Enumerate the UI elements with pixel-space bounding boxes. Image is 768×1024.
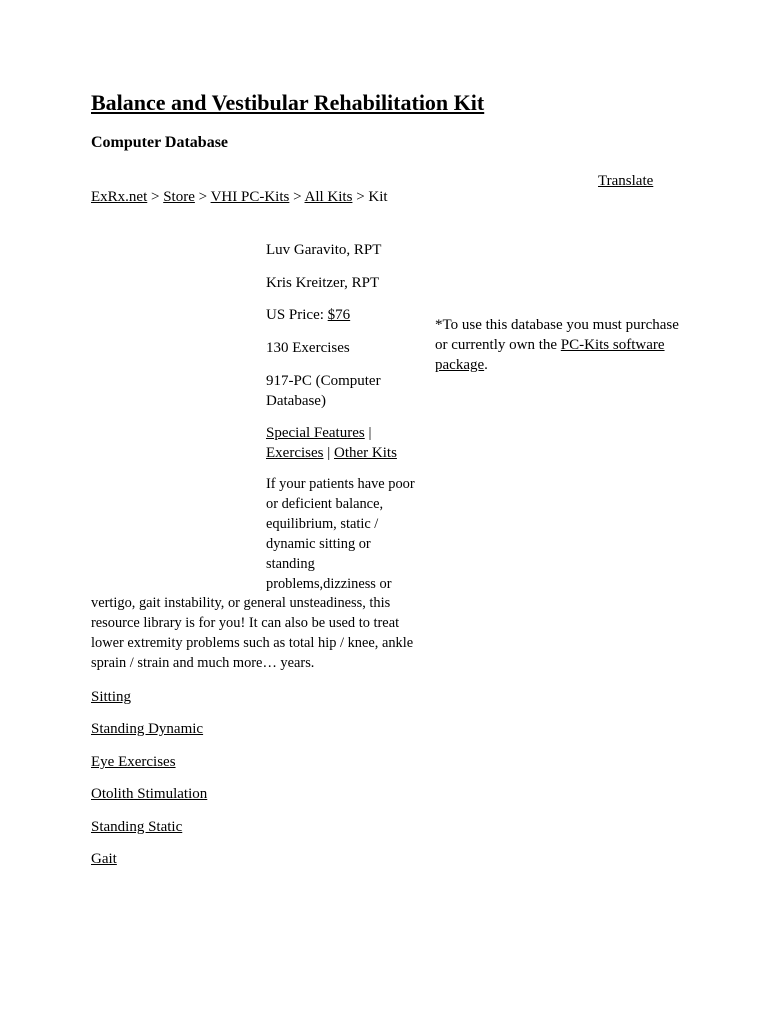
author-2: Kris Kreitzer, RPT (266, 275, 380, 291)
price-label: US Price: (266, 307, 328, 323)
page-subtitle: Computer Database (91, 134, 229, 151)
description-block (91, 475, 421, 674)
breadcrumb-separator: > (289, 189, 305, 205)
special-features-link[interactable]: Special Features (266, 425, 365, 441)
kit-links (266, 423, 416, 463)
breadcrumb-current: Kit (368, 189, 388, 205)
link-separator: | (364, 425, 372, 441)
category-link-standing-dynamic[interactable]: Standing Dynamic (91, 721, 204, 737)
breadcrumb-link-store[interactable]: Store (163, 189, 195, 205)
image-placeholder (91, 475, 266, 575)
link-separator: | (323, 445, 334, 461)
note-text-end: . (484, 357, 488, 373)
author-1: Luv Garavito, RPT (266, 242, 382, 258)
description-text: If your patients have poor or deficient balance, equilibrium, static / dynamic sitting or standing problems,dizziness or vertigo, gait instability, or general unsteadiness, this resource library is for you! It can also be used to treat lower extremity problems such as total hip / knee, ankle sprain / strain and much more… years. (91, 476, 415, 672)
purchase-note (435, 315, 685, 375)
category-link-standing-static[interactable]: Standing Static (91, 819, 183, 835)
pc-kits-software-link[interactable]: PC-Kits software package (435, 337, 665, 373)
breadcrumb-separator: > (147, 189, 164, 205)
category-link-gait[interactable]: Gait (91, 851, 117, 867)
category-link-sitting[interactable]: Sitting (91, 689, 132, 705)
translate-link[interactable]: Translate (598, 173, 654, 189)
product-code: 917-PC (Computer Database) (266, 373, 381, 409)
breadcrumb-link-all-kits[interactable]: All Kits (304, 189, 353, 205)
price-link[interactable]: $76 (327, 307, 351, 323)
breadcrumb-link-vhi-pc-kits[interactable]: VHI PC-Kits (210, 189, 290, 205)
breadcrumb-link-exrx[interactable]: ExRx.net (91, 189, 148, 205)
price-line (266, 305, 426, 325)
other-kits-link[interactable]: Other Kits (334, 445, 397, 461)
breadcrumb-separator: > (352, 189, 369, 205)
breadcrumb-separator: > (194, 189, 211, 205)
page-title: Balance and Vestibular Rehabilitation Kit (91, 90, 485, 115)
breadcrumb (91, 187, 388, 207)
exercise-count: 130 Exercises (266, 340, 350, 356)
category-link-eye-exercises[interactable]: Eye Exercises (91, 754, 176, 770)
exercises-link[interactable]: Exercises (266, 445, 324, 461)
note-text: *To use this database you must purchase or currently own the (435, 317, 679, 353)
category-link-otolith-stimulation[interactable]: Otolith Stimulation (91, 786, 208, 802)
